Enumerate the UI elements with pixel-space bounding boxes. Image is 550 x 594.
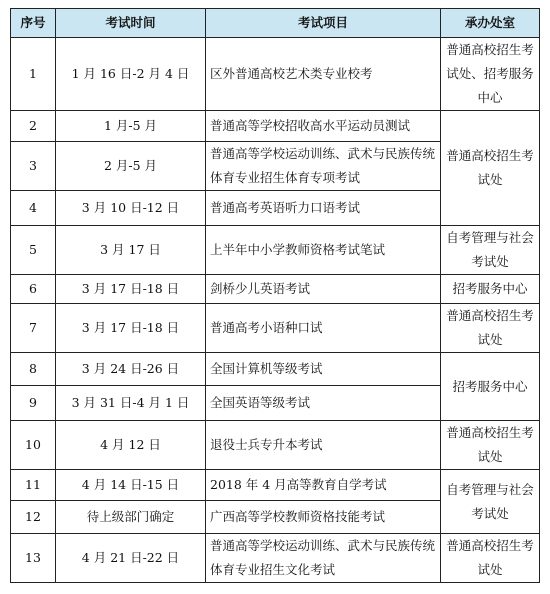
cell-no: 4 bbox=[11, 191, 56, 226]
cell-no: 2 bbox=[11, 111, 56, 142]
cell-no: 7 bbox=[11, 304, 56, 353]
cell-no: 11 bbox=[11, 470, 56, 501]
table-row bbox=[11, 470, 540, 501]
header-office: 承办处室 bbox=[441, 9, 540, 38]
cell-time: 3 月 24 日-26 日 bbox=[56, 353, 206, 386]
cell-time: 1 月 16 日-2 月 4 日 bbox=[56, 38, 206, 111]
cell-no: 3 bbox=[11, 142, 56, 191]
cell-item: 剑桥少儿英语考试 bbox=[206, 275, 441, 304]
cell-item: 退役士兵专升本考试 bbox=[206, 421, 441, 470]
header-no: 序号 bbox=[11, 9, 56, 38]
cell-time: 待上级部门确定 bbox=[56, 501, 206, 534]
table-row bbox=[11, 421, 540, 470]
cell-office: 招考服务中心 bbox=[441, 275, 540, 304]
cell-office: 自考管理与社会考试处 bbox=[441, 470, 540, 534]
cell-time: 2 月-5 月 bbox=[56, 142, 206, 191]
cell-item: 普通高考小语种口试 bbox=[206, 304, 441, 353]
cell-office: 普通高校招生考试处 bbox=[441, 304, 540, 353]
cell-office: 普通高校招生考试处 bbox=[441, 534, 540, 583]
cell-item: 普通高等学校运动训练、武术与民族传统体育专业招生文化考试 bbox=[206, 534, 441, 583]
table-row bbox=[11, 38, 540, 111]
cell-item: 普通高等学校招收高水平运动员测试 bbox=[206, 111, 441, 142]
cell-item: 广西高等学校教师资格技能考试 bbox=[206, 501, 441, 534]
table-row bbox=[11, 304, 540, 353]
cell-time: 3 月 10 日-12 日 bbox=[56, 191, 206, 226]
table-row bbox=[11, 534, 540, 583]
table-row bbox=[11, 111, 540, 142]
cell-item: 上半年中小学教师资格考试笔试 bbox=[206, 226, 441, 275]
cell-time: 4 月 21 日-22 日 bbox=[56, 534, 206, 583]
cell-office: 招考服务中心 bbox=[441, 353, 540, 421]
table-row bbox=[11, 353, 540, 386]
cell-item: 区外普通高校艺术类专业校考 bbox=[206, 38, 441, 111]
cell-no: 13 bbox=[11, 534, 56, 583]
cell-time: 3 月 17 日-18 日 bbox=[56, 304, 206, 353]
cell-no: 10 bbox=[11, 421, 56, 470]
cell-office: 普通高校招生考试处 bbox=[441, 421, 540, 470]
cell-no: 12 bbox=[11, 501, 56, 534]
table-body bbox=[11, 38, 540, 583]
cell-item: 全国英语等级考试 bbox=[206, 386, 441, 421]
cell-time: 3 月 17 日 bbox=[56, 226, 206, 275]
cell-no: 1 bbox=[11, 38, 56, 111]
cell-time: 4 月 12 日 bbox=[56, 421, 206, 470]
header-row bbox=[11, 9, 540, 38]
cell-office: 普通高校招生考试处、招考服务中心 bbox=[441, 38, 540, 111]
cell-item: 2018 年 4 月高等教育自学考试 bbox=[206, 470, 441, 501]
cell-no: 5 bbox=[11, 226, 56, 275]
cell-office: 普通高校招生考试处 bbox=[441, 111, 540, 226]
cell-time: 3 月 31 日-4 月 1 日 bbox=[56, 386, 206, 421]
cell-item: 普通高等学校运动训练、武术与民族传统体育专业招生体育专项考试 bbox=[206, 142, 441, 191]
cell-no: 8 bbox=[11, 353, 56, 386]
table-row bbox=[11, 226, 540, 275]
cell-item: 普通高考英语听力口语考试 bbox=[206, 191, 441, 226]
cell-no: 9 bbox=[11, 386, 56, 421]
cell-no: 6 bbox=[11, 275, 56, 304]
header-item: 考试项目 bbox=[206, 9, 441, 38]
cell-office: 自考管理与社会考试处 bbox=[441, 226, 540, 275]
header-time: 考试时间 bbox=[56, 9, 206, 38]
exam-schedule-table bbox=[10, 8, 540, 583]
cell-time: 1 月-5 月 bbox=[56, 111, 206, 142]
table-header bbox=[11, 9, 540, 38]
cell-item: 全国计算机等级考试 bbox=[206, 353, 441, 386]
table-row bbox=[11, 275, 540, 304]
cell-time: 4 月 14 日-15 日 bbox=[56, 470, 206, 501]
cell-time: 3 月 17 日-18 日 bbox=[56, 275, 206, 304]
